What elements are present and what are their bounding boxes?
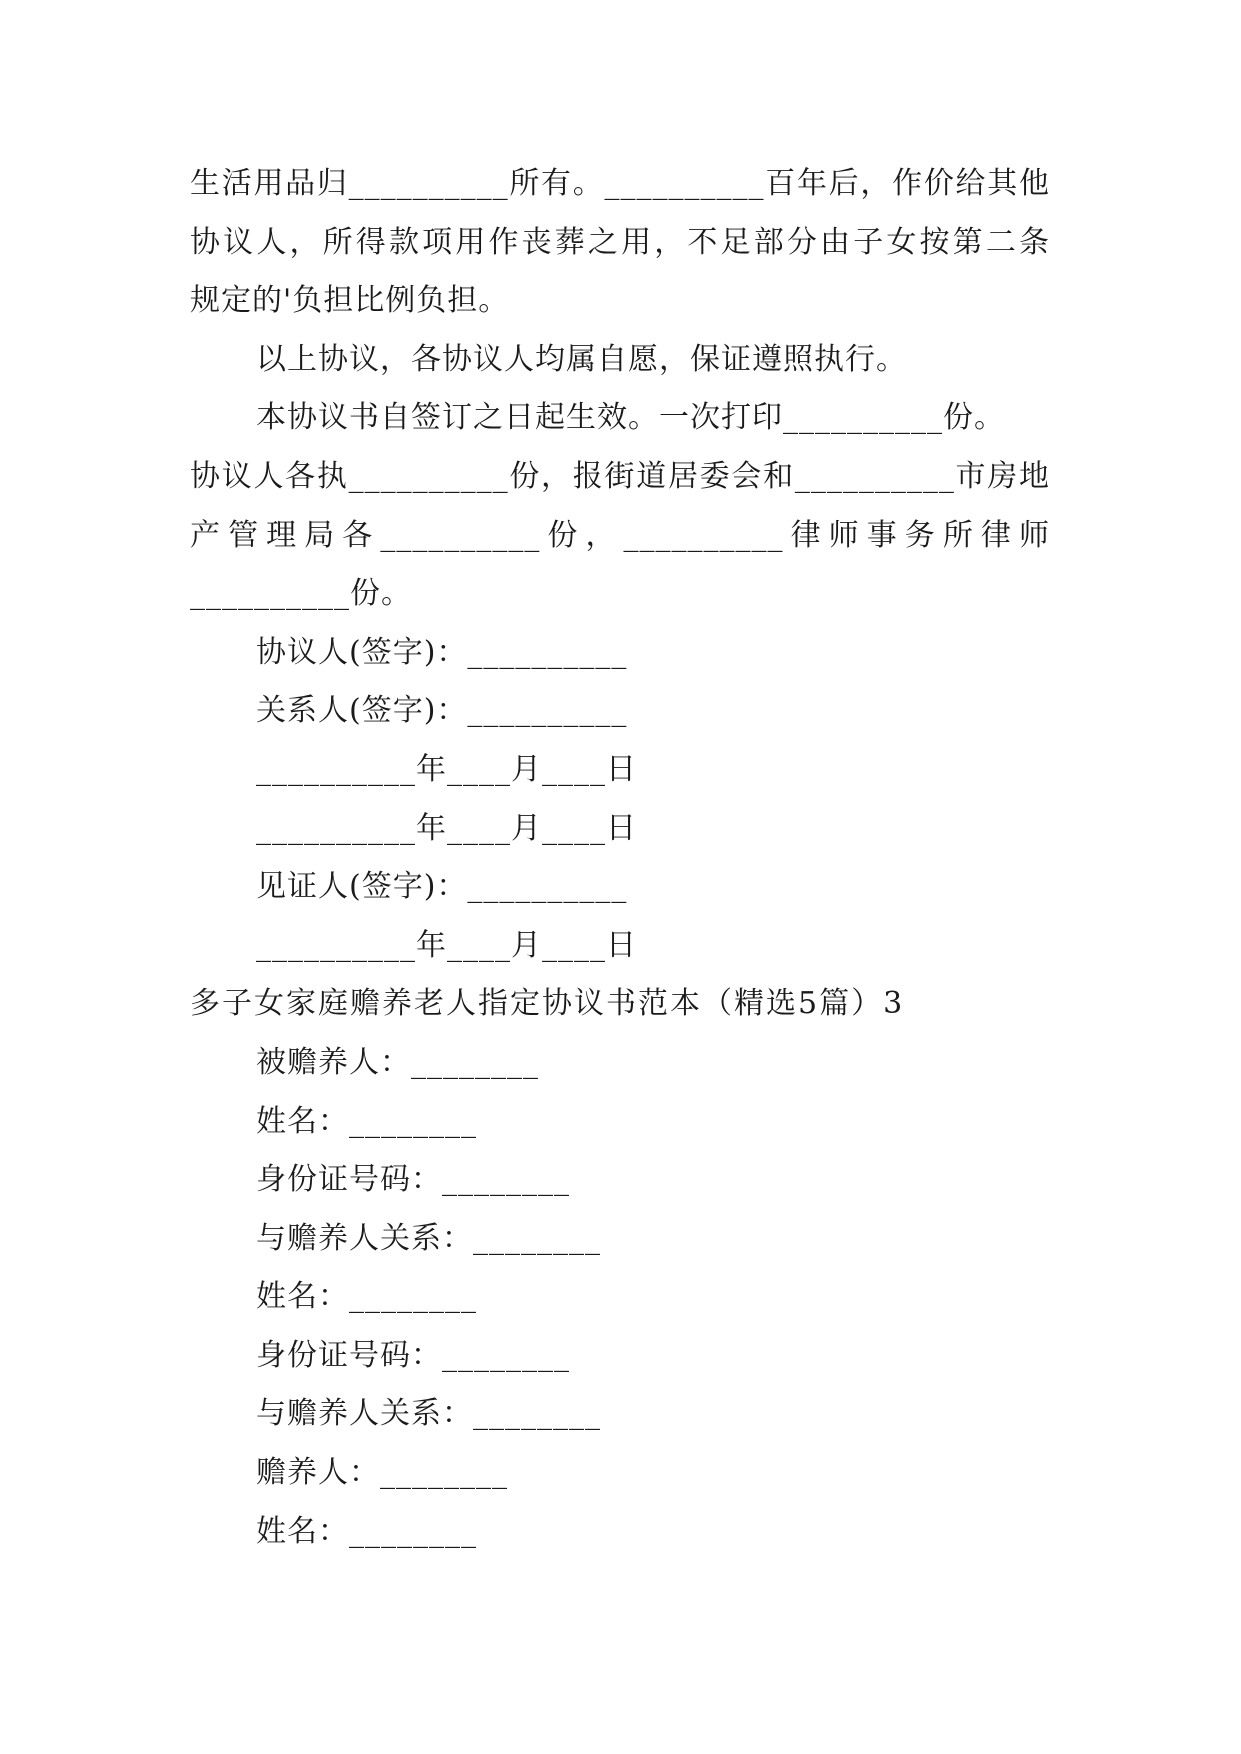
paragraph-line: 产管理局各__________份，__________律师事务所律师 bbox=[190, 517, 1050, 553]
date-line: __________年____月____日 bbox=[256, 927, 637, 963]
signature-line-related: 关系人(签字)：__________ bbox=[256, 693, 628, 729]
date-line: __________年____月____日 bbox=[256, 751, 637, 787]
paragraph-line: 协议人，所得款项用作丧葬之用，不足部分由子女按第二条 bbox=[190, 224, 1050, 260]
form-field-line: 姓名：________ bbox=[256, 1513, 477, 1549]
form-field-line: 被赡养人：________ bbox=[256, 1044, 539, 1080]
form-field-line: 姓名：________ bbox=[256, 1279, 477, 1315]
document-page bbox=[190, 155, 1050, 1561]
form-field-line: 身份证号码：________ bbox=[256, 1337, 570, 1373]
paragraph-line: __________份。 bbox=[190, 576, 412, 612]
signature-line-party: 协议人(签字)：__________ bbox=[256, 634, 628, 670]
form-field-line: 与赡养人关系：________ bbox=[256, 1396, 601, 1432]
paragraph-line: 本协议书自签订之日起生效。一次打印__________份。 bbox=[256, 400, 1005, 436]
form-field-line: 赡养人：________ bbox=[256, 1455, 508, 1491]
form-field-line: 姓名：________ bbox=[256, 1103, 477, 1139]
paragraph-line: 规定的'负担比例负担。 bbox=[190, 283, 510, 319]
date-line: __________年____月____日 bbox=[256, 810, 637, 846]
signature-line-witness: 见证人(签字)：__________ bbox=[256, 869, 628, 905]
form-field-line: 与赡养人关系：________ bbox=[256, 1220, 601, 1256]
paragraph-line: 协议人各执__________份，报街道居委会和__________市房地 bbox=[190, 458, 1050, 494]
section-heading: 多子女家庭赡养老人指定协议书范本（精选5篇）3 bbox=[190, 986, 905, 1022]
paragraph-line: 以上协议，各协议人均属自愿，保证遵照执行。 bbox=[256, 341, 907, 377]
paragraph-line: 生活用品归__________所有。__________百年后，作价给其他 bbox=[190, 166, 1050, 201]
form-field-line: 身份证号码：________ bbox=[256, 1162, 570, 1198]
